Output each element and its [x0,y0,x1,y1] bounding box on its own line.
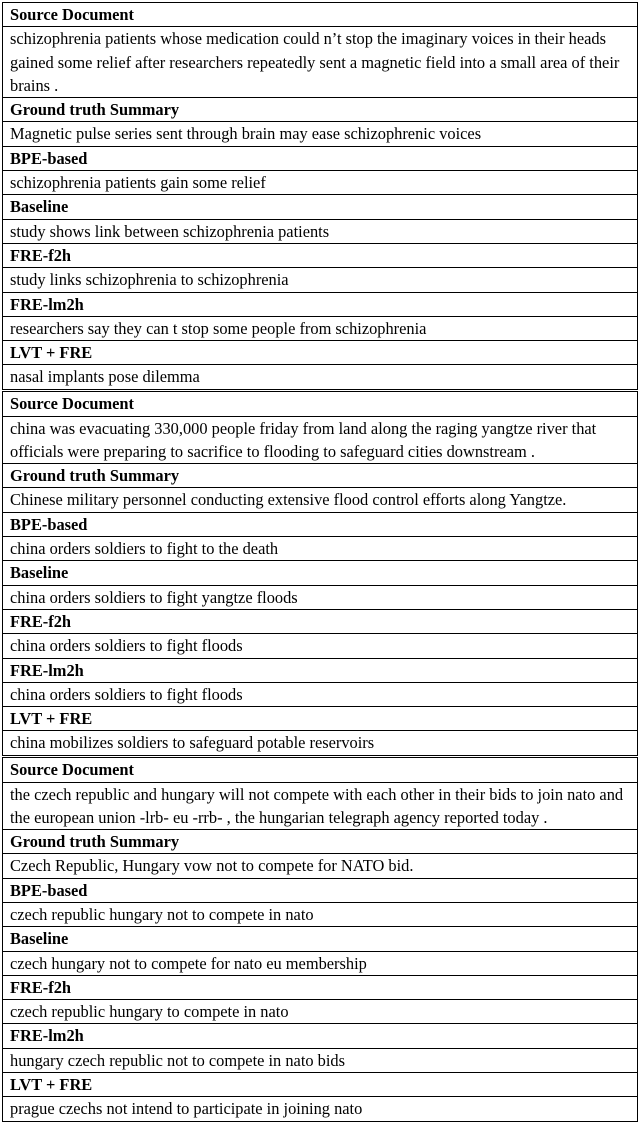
bpe-based-label: BPE-based [3,146,637,170]
baseline-text: czech hungary not to compete for nato eu membership [3,951,637,975]
baseline-text: china orders soldiers to fight yangtze floods [3,585,637,609]
lvt-fre-label: LVT + FRE [3,340,637,364]
fre-f2h-label: FRE-f2h [3,609,637,633]
fre-f2h-label: FRE-f2h [3,975,637,999]
example-2 [2,391,638,755]
lvt-fre-text: china mobilizes soldiers to safeguard potable reservoirs [3,730,637,754]
example-1 [2,2,638,390]
summary-comparison-table [2,2,638,1123]
fre-f2h-label: FRE-f2h [3,243,637,267]
bpe-based-label: BPE-based [3,878,637,902]
fre-lm2h-text: china orders soldiers to fight floods [3,682,637,706]
source-document-label: Source Document [10,760,134,780]
ground-truth-text: Chinese military personnel conducting extensive flood control efforts along Yangtze. [3,487,637,511]
lvt-fre-text: nasal implants pose dilemma [3,364,637,388]
example-3 [2,757,638,1121]
fre-f2h-text: study links schizophrenia to schizophrenia [3,267,637,291]
bpe-based-label: BPE-based [3,512,637,536]
source-document-label: Source Document [10,394,134,414]
fre-lm2h-label: FRE-lm2h [3,1023,637,1047]
lvt-fre-text: prague czechs not intend to participate in joining nato [3,1096,637,1120]
fre-lm2h-text: researchers say they can t stop some people from schizophrenia [3,316,637,340]
ground-truth-text: Magnetic pulse series sent through brain may ease schizophrenic voices [3,121,637,145]
lvt-fre-label: LVT + FRE [3,1072,637,1096]
baseline-label: Baseline [3,926,637,950]
fre-lm2h-label: FRE-lm2h [3,292,637,316]
ground-truth-label: Ground truth Summary [3,97,637,121]
fre-lm2h-text: hungary czech republic not to compete in nato bids [3,1048,637,1072]
source-document-label: Source Document [10,5,134,24]
ground-truth-label: Ground truth Summary [3,829,637,853]
fre-f2h-text: china orders soldiers to fight floods [3,633,637,657]
bpe-based-text: czech republic hungary not to compete in nato [3,902,637,926]
baseline-label: Baseline [3,560,637,584]
source-document-text: the czech republic and hungary will not compete with each other in their bids to join nato and the european union -lrb- eu -rrb- , the hungarian telegraph agency reported today . [3,782,637,830]
baseline-label: Baseline [3,194,637,218]
baseline-text: study shows link between schizophrenia patients [3,219,637,243]
fre-f2h-text: czech republic hungary to compete in nato [3,999,637,1023]
bpe-based-text: schizophrenia patients gain some relief [3,170,637,194]
lvt-fre-label: LVT + FRE [3,706,637,730]
fre-lm2h-label: FRE-lm2h [3,658,637,682]
ground-truth-label: Ground truth Summary [3,463,637,487]
ground-truth-text: Czech Republic, Hungary vow not to compete for NATO bid. [3,853,637,877]
source-document-text: china was evacuating 330,000 people friday from land along the raging yangtze river that officials were preparing to sacrifice to flooding to safeguard cities downstream . [3,416,637,464]
source-document-text: schizophrenia patients whose medication could n’t stop the imaginary voices in their heads gained some relief after researchers repeatedly sent a magnetic field into a small area of their brains . [3,26,637,97]
bpe-based-text: china orders soldiers to fight to the death [3,536,637,560]
